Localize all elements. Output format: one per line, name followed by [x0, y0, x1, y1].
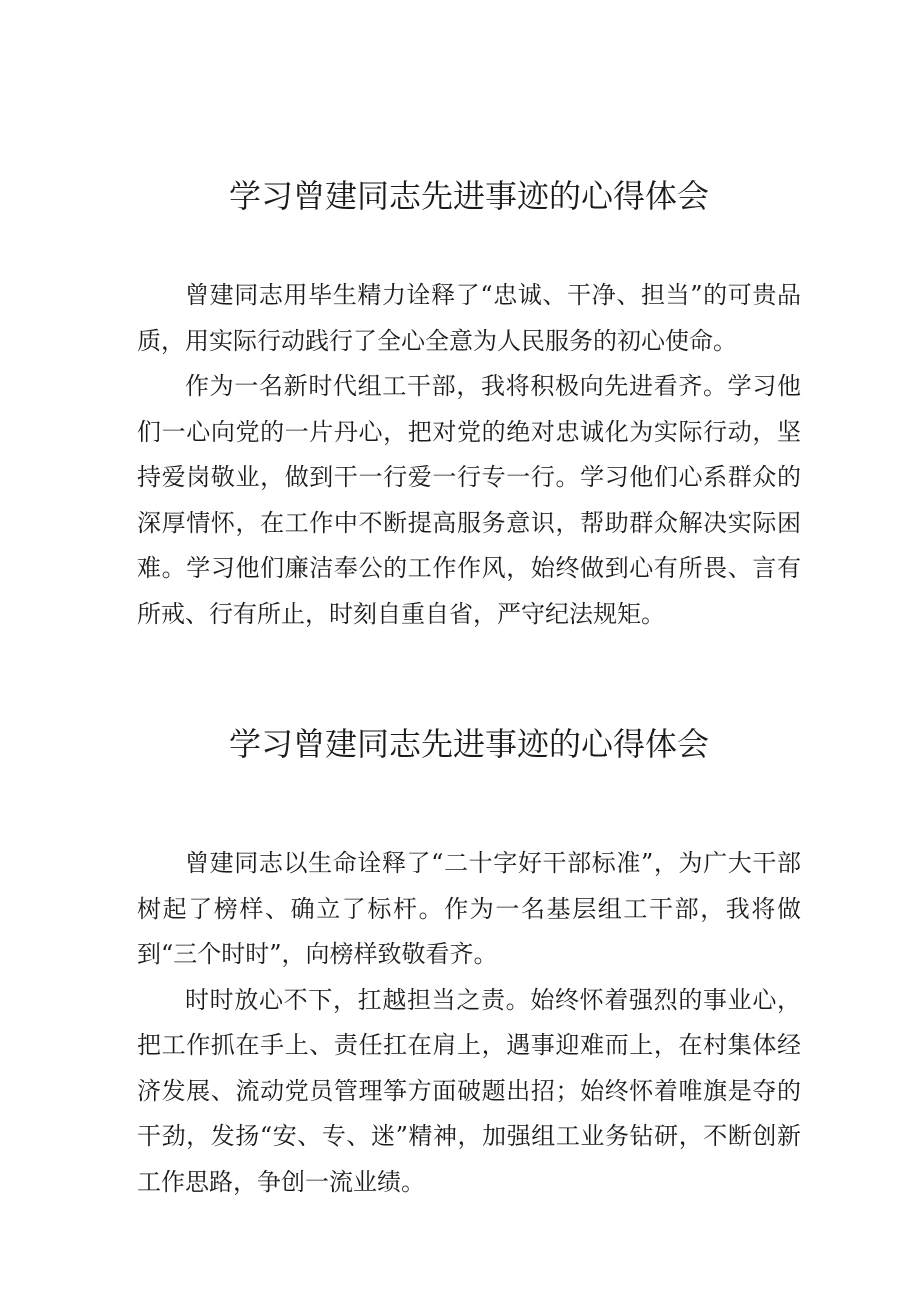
paragraph: 曾建同志以生命诠释了“二十字好干部标准”，为广大干部树起了榜样、确立了标杆。作为一名基层组工干部，我将做到“三个时时”，向榜样致敬看齐。 [137, 849, 801, 968]
article-body [137, 273, 801, 637]
article-title: 学习曾建同志先进事迹的心得体会 [228, 177, 709, 215]
paragraph: 作为一名新时代组工干部，我将积极向先进看齐。学习他们一心向党的一片丹心，把对党的绝对忠诚化为实际行动，坚持爱岗敬业，做到干一行爱一行专一行。学习他们心系群众的深厚情怀，在工作中不断提高服务意识，帮助群众解决实际困难。学习他们廉洁奉公的工作作风，始终做到心有所畏、言有所戒、行有所止，时刻自重自省，严守纪法规矩。 [137, 372, 801, 628]
article-title: 学习曾建同志先进事迹的心得体会 [228, 725, 709, 763]
paragraph: 时时放心不下，扛越担当之责。始终怀着强烈的事业心，把工作抓在手上、责任扛在肩上，遇事迎难而上，在村集体经济发展、流动党员管理筝方面破题出招；始终怀着唯旗是夺的干劲，发扬“安、专、迷”精神，加强组工业务钻研，不断创新工作思路，争创一流业绩。 [137, 985, 801, 1196]
article-body [137, 841, 801, 1205]
paragraph: 曾建同志用毕生精力诠释了“忠诚、干净、担当”的可贵品质，用实际行动践行了全心全意为人民服务的初心使命。 [137, 281, 801, 355]
article-section-2 [137, 718, 801, 1205]
article-section-1 [137, 170, 801, 637]
